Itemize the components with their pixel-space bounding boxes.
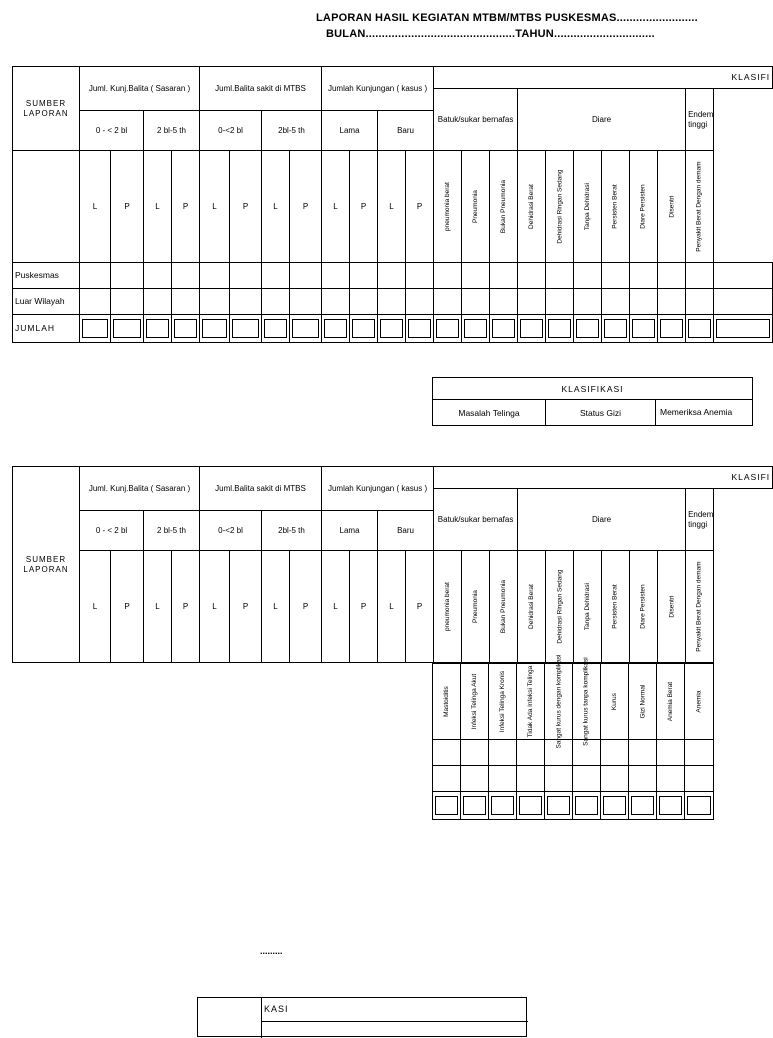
report-grid-2 bbox=[12, 466, 773, 663]
report-table-2 bbox=[12, 466, 771, 664]
age-2bl-5th-header: 2 bl-5 th bbox=[144, 111, 200, 151]
sex-p: P bbox=[230, 151, 262, 263]
sub-diagnosis-grid bbox=[432, 654, 714, 820]
sex-p: P bbox=[290, 551, 322, 663]
sub-diagnosis-table bbox=[432, 654, 713, 821]
sex-l: L bbox=[200, 151, 230, 263]
diag-disentri: Disentri bbox=[667, 595, 675, 618]
diag-disentri: Disentri bbox=[667, 195, 675, 218]
diag-pneumonia-berat: pneumonia berat bbox=[444, 182, 451, 231]
diag-penyakit-berat: Penyakit Berat Dengan demam bbox=[696, 161, 703, 252]
sex-l: L bbox=[80, 551, 111, 663]
sub-kurus: Kurus bbox=[610, 693, 618, 710]
balita-sakit-header: Juml.Balita sakit di MTBS bbox=[200, 67, 322, 111]
sex-p: P bbox=[350, 551, 378, 663]
sub-row-puskesmas bbox=[433, 740, 714, 766]
sex-p: P bbox=[406, 551, 434, 663]
diag-pneumonia-berat: pneumonia berat bbox=[444, 582, 451, 631]
sex-p: P bbox=[290, 151, 322, 263]
age-2bl-5th-header: 2 bl-5 th bbox=[144, 511, 200, 551]
footer-dots: ......... bbox=[260, 946, 283, 956]
sub-sangat-kurus-tanpa: Sangat kurus tanpa komplikasi bbox=[582, 657, 590, 746]
sex-p: P bbox=[230, 551, 262, 663]
sub-anemia-berat: Anemia Berat bbox=[666, 681, 674, 722]
report-period: BULAN..............................................TAHUN............................... bbox=[326, 28, 655, 40]
baru-header: Baru bbox=[378, 111, 434, 151]
diag-bukan-pneumonia: Bukan Pneumonia bbox=[499, 179, 507, 234]
diag-diare-persisten: Diare Persisten bbox=[639, 184, 647, 229]
diag-tanpa-dehidrasi: Tanpa Dehidrasi bbox=[584, 583, 591, 630]
klasifikasi-header: KLASIFI bbox=[434, 467, 773, 489]
sub-sangat-kurus-komplikasi: Sangat kurus dengan komplikasi bbox=[554, 654, 562, 749]
sex-p: P bbox=[111, 151, 144, 263]
sakit-age-0-2bl-header: 0-<2 bl bbox=[200, 511, 262, 551]
endemis-header: Endem tinggi bbox=[686, 89, 714, 151]
baru-header: Baru bbox=[378, 511, 434, 551]
kunjungan-kasus-header: Jumlah Kunjungan ( kasus ) bbox=[322, 467, 434, 511]
sex-l: L bbox=[80, 151, 111, 263]
sex-p: P bbox=[406, 151, 434, 263]
diag-tanpa-dehidrasi: Tanpa Dehidrasi bbox=[584, 183, 591, 230]
sex-l: L bbox=[378, 551, 406, 663]
diag-pneumonia: Pneumonia bbox=[472, 190, 479, 223]
diare-header: Diare bbox=[518, 489, 686, 551]
age-0-2bl-header: 0 - < 2 bl bbox=[80, 111, 144, 151]
masalah-telinga-header: Masalah Telinga bbox=[433, 400, 546, 426]
diag-dehidrasi-ringan: Dehidrasi Ringan Sedang bbox=[556, 169, 563, 244]
sakit-age-2bl-5th-header: 2bl-5 th bbox=[262, 511, 322, 551]
sex-p: P bbox=[350, 151, 378, 263]
klasifikasi-title: KLASIFIKASI bbox=[433, 378, 753, 400]
sex-l: L bbox=[322, 551, 350, 663]
sub-telinga-akut: Infeksi Telinga Akut bbox=[470, 673, 478, 730]
report-table-1 bbox=[12, 66, 771, 345]
diag-diare-persisten: Diare Persisten bbox=[639, 584, 647, 629]
diag-dehidrasi-berat: Dehidrasi Berat bbox=[527, 584, 535, 629]
row-jumlah bbox=[13, 315, 773, 343]
batuk-header: Batuk/sukar bernafas bbox=[434, 89, 518, 151]
row-puskesmas bbox=[13, 263, 773, 289]
sex-p: P bbox=[172, 151, 200, 263]
diag-pneumonia: Pneumonia bbox=[472, 590, 479, 623]
batuk-header: Batuk/sukar bernafas bbox=[434, 489, 518, 551]
row-label-puskesmas: Puskesmas bbox=[13, 263, 80, 289]
sex-l: L bbox=[200, 551, 230, 663]
diag-persisten-berat: Persisten Berat bbox=[611, 184, 619, 229]
klasifikasi-box bbox=[432, 377, 733, 427]
sex-l: L bbox=[144, 151, 172, 263]
memeriksa-anemia-header: Memeriksa Anemia bbox=[656, 400, 753, 426]
lama-header: Lama bbox=[322, 111, 378, 151]
sub-tidak-infeksi: Tidak Ada Infeksi Telinga bbox=[526, 665, 534, 738]
status-gizi-header: Status Gizi bbox=[546, 400, 656, 426]
balita-sakit-header: Juml.Balita sakit di MTBS bbox=[200, 467, 322, 511]
sex-l: L bbox=[378, 151, 406, 263]
report-grid-1 bbox=[12, 66, 773, 343]
age-0-2bl-header: 0 - < 2 bl bbox=[80, 511, 144, 551]
sub-row-jumlah bbox=[433, 792, 714, 820]
row-label-luar-wilayah: Luar Wilayah bbox=[13, 289, 80, 315]
kasi-label: KASI bbox=[264, 1004, 289, 1014]
diag-dehidrasi-ringan: Dehidrasi Ringan Sedang bbox=[556, 569, 563, 644]
kunjungan-kasus-header: Jumlah Kunjungan ( kasus ) bbox=[322, 67, 434, 111]
diag-penyakit-berat: Penyakit Berat Dengan demam bbox=[696, 561, 703, 652]
sex-l: L bbox=[262, 151, 290, 263]
lama-header: Lama bbox=[322, 511, 378, 551]
sub-row-luar bbox=[433, 766, 714, 792]
diare-header: Diare bbox=[518, 89, 686, 151]
diag-dehidrasi-berat: Dehidrasi Berat bbox=[527, 184, 535, 229]
kunj-balita-header: Juml. Kunj.Balita ( Sasaran ) bbox=[80, 467, 200, 511]
klasifikasi-mid-table bbox=[432, 377, 753, 426]
sex-p: P bbox=[172, 551, 200, 663]
sub-anemia: Anemia bbox=[695, 690, 703, 713]
sumber-laporan-header: SUMBER LAPORAN bbox=[13, 467, 80, 663]
sakit-age-2bl-5th-header: 2bl-5 th bbox=[262, 111, 322, 151]
sex-l: L bbox=[144, 551, 172, 663]
row-label-jumlah: JUMLAH bbox=[13, 315, 80, 343]
sub-mastoiditis: Mastoiditis bbox=[442, 686, 450, 717]
diag-persisten-berat: Persisten Berat bbox=[611, 584, 619, 629]
sex-l: L bbox=[262, 551, 290, 663]
report-title: LAPORAN HASIL KEGIATAN MTBM/MTBS PUSKESMAS......................... bbox=[316, 12, 698, 24]
sex-p: P bbox=[111, 551, 144, 663]
sakit-age-0-2bl-header: 0-<2 bl bbox=[200, 111, 262, 151]
sex-l: L bbox=[322, 151, 350, 263]
kunj-balita-header: Juml. Kunj.Balita ( Sasaran ) bbox=[80, 67, 200, 111]
sub-gizi-normal: Gizi Normal bbox=[638, 684, 646, 719]
endemis-header: Endem tinggi bbox=[686, 489, 714, 551]
sub-telinga-kronis: Infeksi Telinga Kronis bbox=[498, 670, 506, 733]
sumber-laporan-header: SUMBER LAPORAN bbox=[13, 67, 80, 151]
diag-bukan-pneumonia: Bukan Pneumonia bbox=[499, 579, 507, 634]
kasi-box bbox=[197, 997, 527, 1037]
klasifikasi-header: KLASIFI bbox=[434, 67, 773, 89]
row-luar-wilayah bbox=[13, 289, 773, 315]
